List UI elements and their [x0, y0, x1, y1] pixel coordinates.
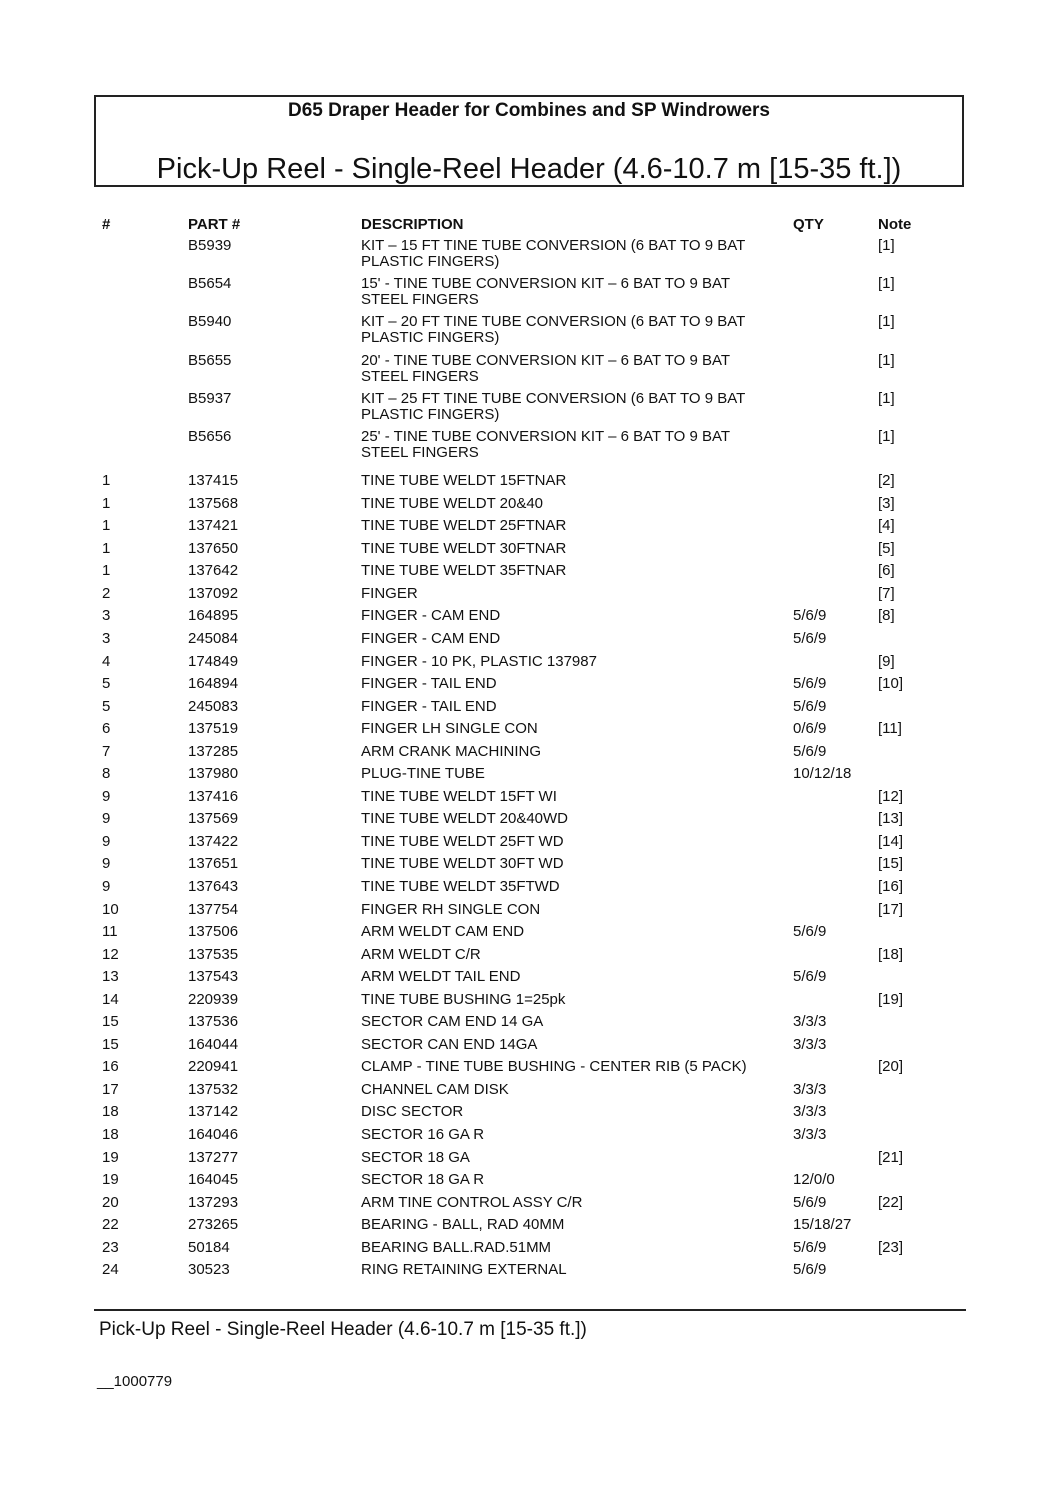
cell-part: B5940 [188, 313, 232, 331]
cell-part: 220941 [188, 1058, 239, 1076]
cell-part: 137277 [188, 1148, 239, 1166]
cell-part: 137532 [188, 1080, 239, 1098]
cell-qty: 12/0/0 [793, 1171, 835, 1189]
table-row [0, 1127, 1060, 1150]
cell-num: 15 [102, 1013, 119, 1031]
cell-note: [2] [878, 472, 895, 490]
table-row [0, 676, 1060, 699]
table-row [0, 834, 1060, 857]
cell-description: SECTOR CAM END 14 GA [361, 1013, 544, 1031]
cell-part: 137980 [188, 765, 239, 783]
cell-description: TINE TUBE WELDT 15FT WI [361, 787, 557, 805]
cell-description: TINE TUBE WELDT 30FTNAR [361, 539, 567, 557]
cell-part: B5656 [188, 427, 232, 445]
table-row [0, 789, 1060, 812]
cell-qty: 5/6/9 [793, 675, 827, 693]
column-header-num: # [102, 216, 111, 233]
cell-description: ARM CRANK MACHINING [361, 742, 542, 760]
cell-qty: 5/6/9 [793, 697, 827, 715]
table-row [0, 496, 1060, 519]
cell-note: [4] [878, 517, 895, 535]
cell-part: 164894 [188, 675, 239, 693]
cell-part: 137651 [188, 855, 239, 873]
cell-part: 137650 [188, 539, 239, 557]
cell-description: TINE TUBE WELDT 15FTNAR [361, 472, 567, 490]
cell-note: [8] [878, 607, 895, 625]
cell-note: [19] [878, 990, 904, 1008]
cell-part: 164044 [188, 1035, 239, 1053]
cell-part: 30523 [188, 1261, 230, 1279]
cell-part: 50184 [188, 1238, 230, 1256]
cell-description: FINGER - CAM END [361, 607, 501, 625]
table-row [0, 586, 1060, 609]
table-row [0, 391, 1060, 429]
table-row [0, 276, 1060, 314]
cell-description: FINGER [361, 584, 418, 602]
cell-note: [17] [878, 900, 904, 918]
table-row [0, 1059, 1060, 1082]
cell-num: 9 [102, 877, 111, 895]
cell-note: [11] [878, 720, 902, 738]
cell-description: TINE TUBE WELDT 25FT WD [361, 832, 564, 850]
cell-part: 137293 [188, 1193, 239, 1211]
cell-description: DISC SECTOR [361, 1103, 464, 1121]
table-row [0, 563, 1060, 586]
cell-qty: 5/6/9 [793, 968, 827, 986]
cell-part: B5937 [188, 389, 232, 407]
table-row [0, 766, 1060, 789]
cell-num: 9 [102, 787, 111, 805]
cell-part: 137142 [188, 1103, 239, 1121]
cell-part: 137519 [188, 720, 239, 738]
cell-description: SECTOR CAN END 14GA [361, 1035, 538, 1053]
table-row [0, 811, 1060, 834]
cell-description: RING RETAINING EXTERNAL [361, 1261, 567, 1279]
cell-description: SECTOR 18 GA R [361, 1171, 485, 1189]
column-header-note: Note [878, 216, 912, 233]
cell-note: [22] [878, 1193, 904, 1211]
cell-num: 14 [102, 990, 119, 1008]
table-row [0, 721, 1060, 744]
cell-description: TINE TUBE WELDT 30FT WD [361, 855, 564, 873]
cell-num: 11 [102, 923, 118, 941]
table-row [0, 744, 1060, 767]
cell-num: 1 [102, 494, 111, 512]
cell-part: 164895 [188, 607, 239, 625]
cell-num: 1 [102, 517, 111, 535]
cell-part: 137754 [188, 900, 239, 918]
table-row [0, 924, 1060, 947]
cell-qty: 5/6/9 [793, 923, 827, 941]
cell-description: KIT – 15 FT TINE TUBE CONVERSION (6 BAT TO 9 BAT PLASTIC FINGERS) [361, 237, 746, 270]
cell-note: [3] [878, 494, 895, 512]
table-row [0, 1262, 1060, 1285]
cell-part: 137416 [188, 787, 239, 805]
cell-note: [1] [878, 389, 895, 407]
table-row [0, 1195, 1060, 1218]
cell-note: [1] [878, 275, 895, 293]
cell-qty: 5/6/9 [793, 607, 827, 625]
cell-part: B5654 [188, 275, 232, 293]
cell-qty: 3/3/3 [793, 1103, 827, 1121]
cell-note: [16] [878, 877, 904, 895]
cell-qty: 3/3/3 [793, 1013, 827, 1031]
table-row [0, 608, 1060, 631]
cell-part: 137422 [188, 832, 239, 850]
cell-description: FINGER RH SINGLE CON [361, 900, 541, 918]
cell-num: 17 [102, 1080, 119, 1098]
cell-qty: 3/3/3 [793, 1035, 827, 1053]
column-header-description: DESCRIPTION [361, 216, 464, 233]
table-row [0, 518, 1060, 541]
cell-qty: 5/6/9 [793, 1261, 827, 1279]
cell-part: 137569 [188, 810, 239, 828]
cell-note: [23] [878, 1238, 904, 1256]
document-header-line: D65 Draper Header for Combines and SP Windrowers [288, 100, 770, 121]
cell-qty: 15/18/27 [793, 1216, 852, 1234]
cell-num: 9 [102, 855, 111, 873]
cell-description: CLAMP - TINE TUBE BUSHING - CENTER RIB (5 PACK) [361, 1058, 747, 1076]
table-row [0, 969, 1060, 992]
document-id: __1000779 [97, 1373, 173, 1390]
cell-part: 137643 [188, 877, 239, 895]
cell-num: 10 [102, 900, 119, 918]
table-row [0, 541, 1060, 564]
table-row [0, 654, 1060, 677]
cell-description: FINGER LH SINGLE CON [361, 720, 538, 738]
parts-table [0, 238, 1060, 1285]
table-row [0, 429, 1060, 467]
cell-description: ARM TINE CONTROL ASSY C/R [361, 1193, 583, 1211]
cell-description: 20' - TINE TUBE CONVERSION KIT – 6 BAT TO 9 BAT STEEL FINGERS [361, 351, 730, 385]
cell-part: 174849 [188, 652, 239, 670]
cell-description: BEARING BALL.RAD.51MM [361, 1238, 552, 1256]
cell-part: B5939 [188, 237, 232, 254]
cell-qty: 5/6/9 [793, 1238, 827, 1256]
cell-part: 273265 [188, 1216, 239, 1234]
cell-num: 7 [102, 742, 111, 760]
title-box [94, 95, 964, 187]
cell-qty: 10/12/18 [793, 765, 852, 783]
table-row [0, 631, 1060, 654]
cell-part: 137642 [188, 562, 239, 580]
table-row [0, 1037, 1060, 1060]
cell-description: TINE TUBE WELDT 20&40 [361, 494, 544, 512]
cell-part: 137415 [188, 472, 239, 490]
table-row [0, 473, 1060, 496]
cell-description: ARM WELDT TAIL END [361, 968, 521, 986]
cell-num: 1 [102, 539, 111, 557]
cell-part: 137535 [188, 945, 239, 963]
table-row [0, 1150, 1060, 1173]
cell-num: 19 [102, 1148, 119, 1166]
cell-description: CHANNEL CAM DISK [361, 1080, 509, 1098]
cell-note: [7] [878, 584, 895, 602]
cell-num: 13 [102, 968, 119, 986]
cell-description: FINGER - TAIL END [361, 697, 497, 715]
cell-note: [21] [878, 1148, 904, 1166]
cell-description: TINE TUBE WELDT 35FTWD [361, 877, 560, 895]
cell-part: 220939 [188, 990, 239, 1008]
cell-part: 137285 [188, 742, 239, 760]
cell-part: 137536 [188, 1013, 239, 1031]
cell-description: KIT – 20 FT TINE TUBE CONVERSION (6 BAT TO 9 BAT PLASTIC FINGERS) [361, 313, 746, 347]
table-row [0, 314, 1060, 352]
cell-part: 164046 [188, 1125, 239, 1143]
cell-description: TINE TUBE BUSHING 1=25pk [361, 990, 566, 1008]
cell-note: [1] [878, 351, 895, 369]
document-title: Pick-Up Reel - Single-Reel Header (4.6-10.7 m [15-35 ft.]) [156, 153, 902, 185]
cell-qty: 0/6/9 [793, 720, 827, 738]
cell-description: SECTOR 18 GA [361, 1148, 470, 1166]
cell-note: [15] [878, 855, 904, 873]
cell-description: ARM WELDT CAM END [361, 923, 525, 941]
cell-qty: 5/6/9 [793, 742, 827, 760]
cell-note: [6] [878, 562, 895, 580]
cell-num: 3 [102, 629, 111, 647]
cell-num: 15 [102, 1035, 119, 1053]
cell-description: SECTOR 16 GA R [361, 1125, 485, 1143]
cell-num: 5 [102, 675, 111, 693]
cell-note: [1] [878, 313, 895, 331]
cell-part: 137568 [188, 494, 239, 512]
cell-qty: 3/3/3 [793, 1080, 827, 1098]
cell-num: 3 [102, 607, 111, 625]
cell-description: TINE TUBE WELDT 35FTNAR [361, 562, 567, 580]
table-row [0, 238, 1060, 276]
footer-rule [94, 1309, 966, 1311]
table-row [0, 879, 1060, 902]
cell-description: BEARING - BALL, RAD 40MM [361, 1216, 565, 1234]
cell-description: PLUG-TINE TUBE [361, 765, 485, 783]
cell-num: 20 [102, 1193, 119, 1211]
cell-description: FINGER - TAIL END [361, 675, 497, 693]
cell-num: 12 [102, 945, 119, 963]
cell-part: 164045 [188, 1171, 239, 1189]
cell-part: 137421 [188, 517, 239, 535]
cell-qty: 5/6/9 [793, 629, 827, 647]
cell-note: [14] [878, 832, 904, 850]
cell-part: B5655 [188, 351, 232, 369]
cell-num: 4 [102, 652, 111, 670]
cell-description: KIT – 25 FT TINE TUBE CONVERSION (6 BAT TO 9 BAT PLASTIC FINGERS) [361, 389, 746, 423]
table-row [0, 1014, 1060, 1037]
cell-num: 24 [102, 1261, 119, 1279]
cell-num: 9 [102, 832, 111, 850]
cell-note: [5] [878, 539, 895, 557]
table-row [0, 353, 1060, 391]
table-row [0, 1217, 1060, 1240]
cell-num: 16 [102, 1058, 119, 1076]
table-row [0, 992, 1060, 1015]
table-row [0, 1172, 1060, 1195]
cell-note: [9] [878, 652, 895, 670]
cell-num: 9 [102, 810, 111, 828]
table-row [0, 1240, 1060, 1263]
table-row [0, 856, 1060, 879]
cell-note: [20] [878, 1058, 904, 1076]
column-header-qty: QTY [793, 216, 824, 233]
cell-description: ARM WELDT C/R [361, 945, 481, 963]
cell-part: 137543 [188, 968, 239, 986]
cell-description: 15' - TINE TUBE CONVERSION KIT – 6 BAT TO 9 BAT STEEL FINGERS [361, 275, 730, 309]
table-row [0, 1082, 1060, 1105]
cell-description: TINE TUBE WELDT 20&40WD [361, 810, 568, 828]
cell-num: 18 [102, 1103, 119, 1121]
cell-description: TINE TUBE WELDT 25FTNAR [361, 517, 567, 535]
table-row [0, 902, 1060, 925]
footer-title: Pick-Up Reel - Single-Reel Header (4.6-10.7 m [15-35 ft.]) [99, 1319, 587, 1340]
cell-num: 22 [102, 1216, 119, 1234]
cell-qty: 3/3/3 [793, 1125, 827, 1143]
cell-description: FINGER - 10 PK, PLASTIC 137987 [361, 652, 597, 670]
cell-note: [1] [878, 237, 895, 254]
cell-part: 137092 [188, 584, 239, 602]
cell-qty: 5/6/9 [793, 1193, 827, 1211]
cell-part: 245083 [188, 697, 239, 715]
cell-part: 245084 [188, 629, 239, 647]
cell-num: 23 [102, 1238, 119, 1256]
table-row [0, 1104, 1060, 1127]
cell-num: 1 [102, 562, 111, 580]
column-header-part: PART # [188, 216, 241, 233]
cell-num: 1 [102, 472, 111, 490]
cell-note: [18] [878, 945, 904, 963]
table-row [0, 699, 1060, 722]
cell-note: [13] [878, 810, 904, 828]
cell-note: [10] [878, 675, 904, 693]
cell-num: 6 [102, 720, 111, 738]
cell-description: 25' - TINE TUBE CONVERSION KIT – 6 BAT TO 9 BAT STEEL FINGERS [361, 427, 730, 461]
cell-part: 137506 [188, 923, 239, 941]
cell-num: 2 [102, 584, 111, 602]
cell-num: 8 [102, 765, 111, 783]
cell-num: 18 [102, 1125, 119, 1143]
cell-note: [1] [878, 427, 895, 445]
cell-num: 5 [102, 697, 111, 715]
cell-description: FINGER - CAM END [361, 629, 501, 647]
table-row [0, 947, 1060, 970]
cell-num: 19 [102, 1171, 119, 1189]
cell-note: [12] [878, 787, 904, 805]
